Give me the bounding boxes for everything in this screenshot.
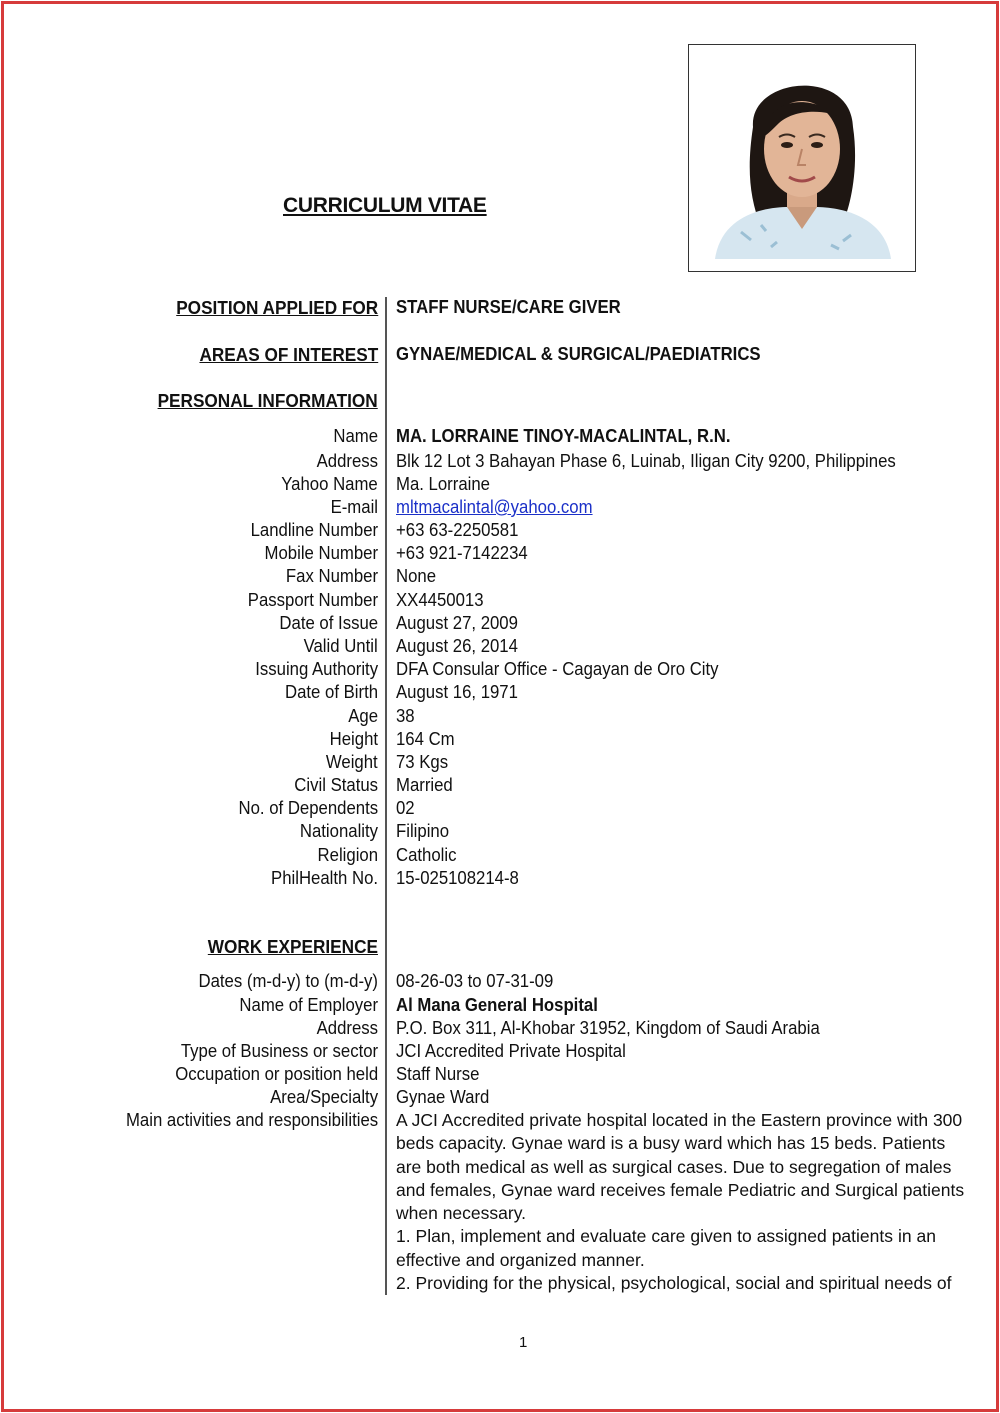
field-label: Name of Employer [239, 995, 378, 1015]
field-value: 164 Cm [396, 729, 455, 749]
field-label: PhilHealth No. [270, 868, 378, 888]
field-label: Age [348, 706, 378, 726]
field-label: Date of Birth [284, 682, 378, 702]
field-value: +63 921-7142234 [396, 543, 528, 563]
field-label: Occupation or position held [175, 1064, 378, 1084]
field-label: Address [316, 451, 378, 471]
personal-information-heading: PERSONAL INFORMATION [157, 390, 378, 411]
field-value: August 26, 2014 [396, 636, 518, 656]
paragraph-line: are both medical as well as surgical cases. Due to segregation of males [396, 1156, 952, 1177]
field-value: Married [396, 775, 453, 795]
paragraph-line: and females, Gynae ward receives female Pediatric and Surgical patients [396, 1179, 965, 1200]
field-value: None [396, 566, 437, 586]
portrait-image [701, 57, 903, 259]
field-value: 15-025108214-8 [396, 868, 519, 888]
position-applied-label: POSITION APPLIED FOR [175, 297, 378, 318]
field-value: Filipino [396, 821, 450, 841]
paragraph-line: A JCI Accredited private hospital located in the Eastern province with 300 [396, 1110, 963, 1130]
areas-of-interest-value: GYNAE/MEDICAL & SURGICAL/PAEDIATRICS [396, 344, 761, 364]
field-value: Ma. Lorraine [396, 474, 490, 494]
field-label: Passport Number [247, 590, 378, 610]
field-value: Catholic [396, 845, 457, 865]
employer-value: Al Mana General Hospital [396, 995, 598, 1015]
field-value: 73 Kgs [396, 752, 449, 772]
field-label: Mobile Number [264, 543, 378, 563]
field-value: XX4450013 [396, 590, 484, 610]
field-label: Nationality [299, 821, 378, 841]
field-value: 38 [396, 706, 415, 726]
field-label: Yahoo Name [281, 474, 378, 494]
email-link[interactable]: mltmacalintal@yahoo.com [396, 497, 593, 517]
field-label: Landline Number [250, 520, 378, 540]
field-label: No. of Dependents [238, 798, 378, 818]
field-value: August 16, 1971 [396, 682, 518, 702]
field-label: Religion [317, 845, 378, 865]
page-number: 1 [519, 1334, 528, 1351]
column-divider [385, 297, 387, 1295]
field-label: Dates (m-d-y) to (m-d-y) [198, 971, 378, 991]
areas-of-interest-label: AREAS OF INTEREST [199, 344, 378, 365]
field-label: Address [316, 1018, 378, 1038]
field-label: Type of Business or sector [180, 1041, 378, 1061]
profile-photo [688, 44, 916, 272]
field-value: DFA Consular Office - Cagayan de Oro City [396, 659, 719, 679]
field-label: Name [333, 426, 378, 446]
field-label: E-mail [330, 497, 378, 517]
position-applied-value: STAFF NURSE/CARE GIVER [396, 297, 621, 317]
field-label: Civil Status [294, 775, 378, 795]
field-label: Fax Number [285, 566, 378, 586]
field-value: August 27, 2009 [396, 613, 518, 633]
field-value: Blk 12 Lot 3 Bahayan Phase 6, Luinab, Iligan City 9200, Philippines [396, 451, 896, 471]
field-value: P.O. Box 311, Al-Khobar 31952, Kingdom of Saudi Arabia [396, 1018, 820, 1038]
field-value: JCI Accredited Private Hospital [396, 1041, 626, 1061]
field-label: Area/Specialty [270, 1087, 378, 1107]
field-value: Staff Nurse [396, 1064, 480, 1084]
paragraph-line: beds capacity. Gynae ward is a busy ward which has 15 beds. Patients [396, 1133, 946, 1154]
name-value: MA. LORRAINE TINOY-MACALINTAL, R.N. [396, 426, 731, 446]
field-value: Gynae Ward [396, 1087, 490, 1107]
field-label: Issuing Authority [255, 659, 378, 679]
field-label: Date of Issue [279, 613, 378, 633]
responsibilities-text [396, 1109, 965, 1295]
work-experience-heading: WORK EXPERIENCE [207, 936, 378, 957]
field-label: Valid Until [303, 636, 378, 656]
field-value: 08-26-03 to 07-31-09 [396, 971, 554, 991]
field-label: Main activities and responsibilities [125, 1110, 378, 1130]
paragraph-line: 2. Providing for the physical, psychological, social and spiritual needs of [396, 1273, 952, 1294]
field-value: +63 63-2250581 [396, 520, 519, 540]
paragraph-line: effective and organized manner. [396, 1249, 645, 1270]
paragraph-line: when necessary. [396, 1203, 527, 1224]
document-title: CURRICULUM VITAE [283, 194, 487, 217]
field-label: Weight [326, 752, 378, 772]
field-label: Height [329, 729, 378, 749]
paragraph-line: 1. Plan, implement and evaluate care given to assigned patients in an [396, 1226, 936, 1247]
field-value: 02 [396, 798, 415, 818]
